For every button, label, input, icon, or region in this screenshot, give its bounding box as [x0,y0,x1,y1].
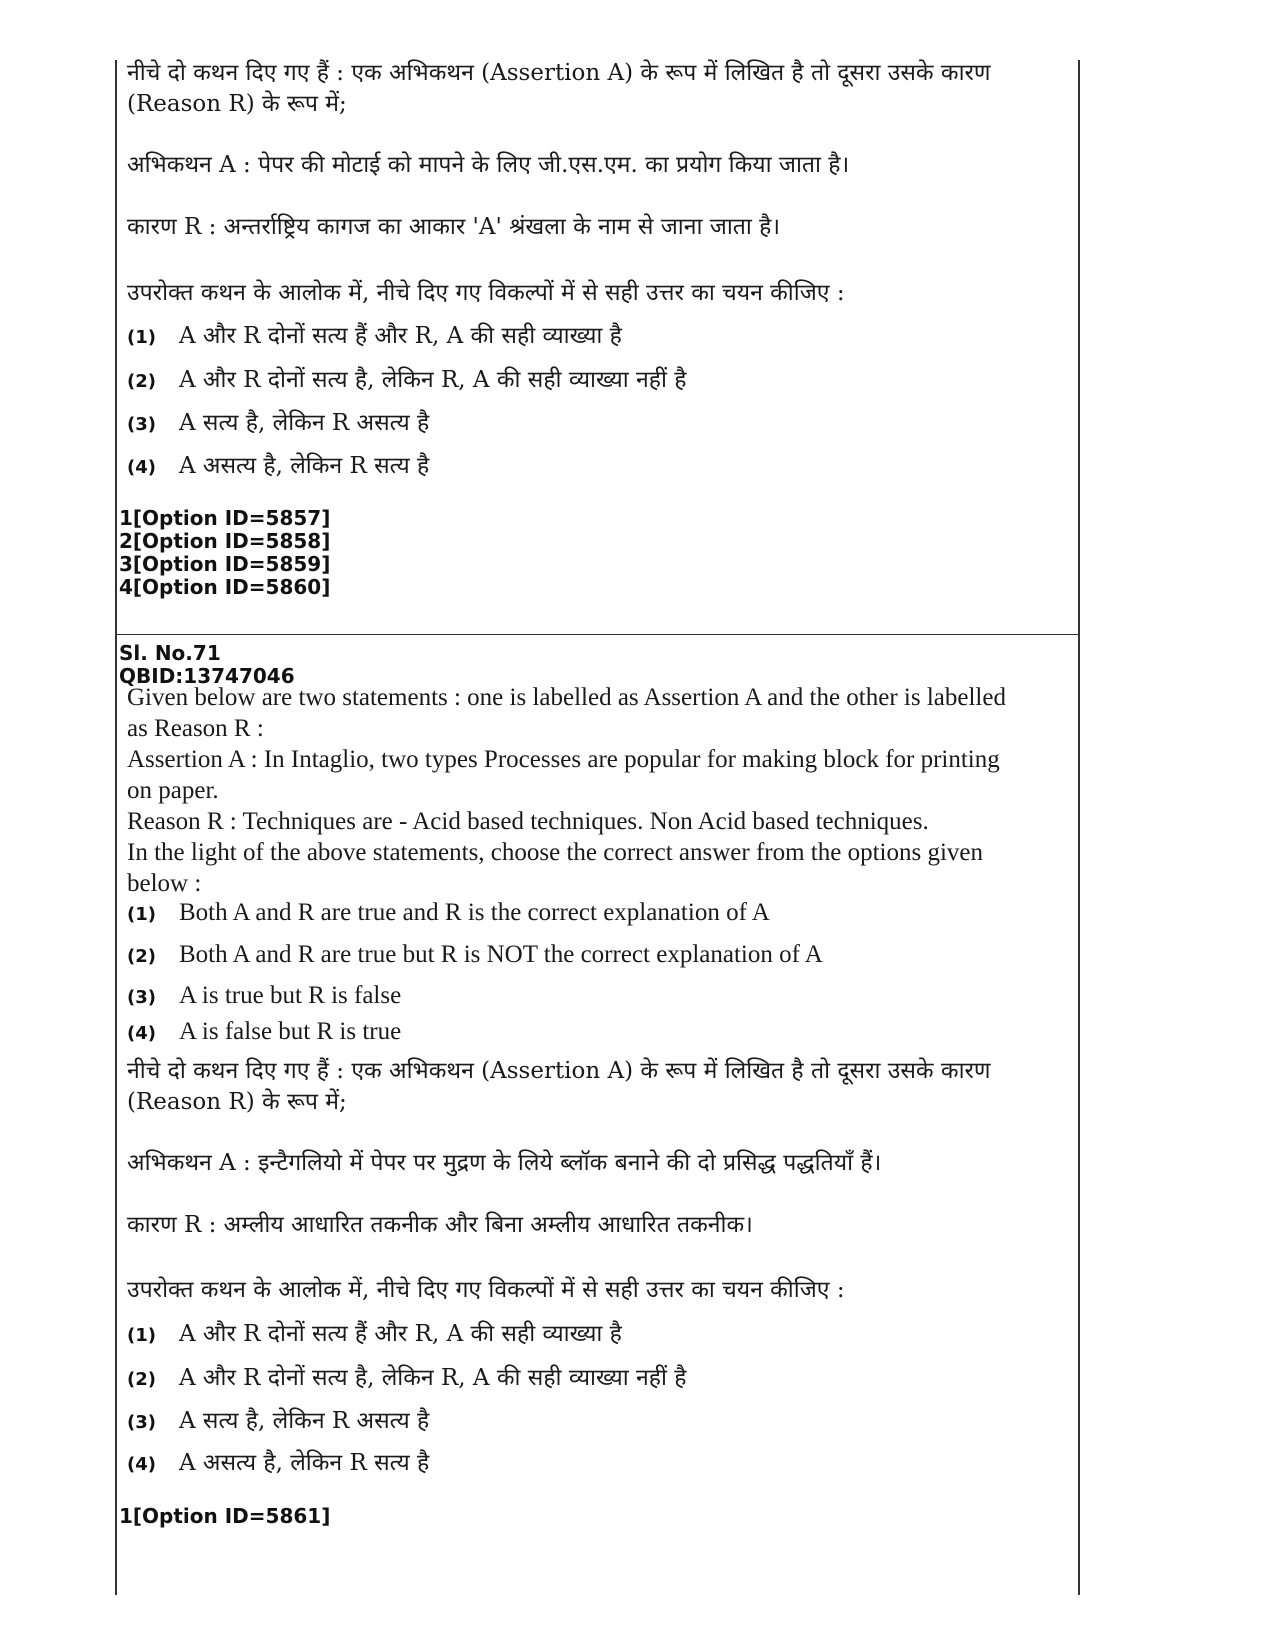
q70-option-4-number: (4) [127,457,156,478]
q70-option-1-number: (1) [127,327,156,348]
q70-option-id-3: 3[Option ID=5859] [119,552,331,576]
q71-english-reason: Reason R : Techniques are - Acid based techniques. Non Acid based techniques. [127,808,929,835]
q71-hindi-option-3 [127,1403,429,1435]
q71-hindi-option-1 [127,1316,622,1348]
q71-hindi-option-3-text: A सत्य है, लेकिन R असत्य है [179,1408,430,1434]
question-70-hindi-block [117,60,1078,635]
q70-hindi-intro: नीचे दो कथन दिए गए हैं : एक अभिकथन (Assertion A) के रूप में लिखित है तो दूसरा उसके कारण (Reason R) के रूप में; [127,60,991,117]
q70-option-id-2: 2[Option ID=5858] [119,529,331,553]
q70-option-3-number: (3) [127,414,156,435]
q71-english-option-4 [127,1018,401,1046]
q71-english-option-3-text: A is true but R is false [179,982,402,1009]
q71-hindi-reason: कारण R : अम्लीय आधारित तकनीक और बिना अम्लीय आधारित तकनीक। [127,1212,753,1238]
q71-english-intro: Given below are two statements : one is labelled as Assertion A and the other is labelled as Reason R : [127,684,1006,742]
q71-english-option-1-number: (1) [127,904,156,925]
q71-english-option-3 [127,982,401,1010]
q70-option-2 [127,362,687,394]
q71-english-body [127,682,1007,899]
q70-option-3 [127,405,429,437]
q70-hindi-reason: कारण R : अन्तर्राष्ट्रिय कागज का आकार 'A' श्रंखला के नाम से जाना जाता है। [127,214,781,240]
q71-english-option-1-text: Both A and R are true and R is the correct explanation of A [179,899,770,926]
q71-option-id-1: 1[Option ID=5861] [119,1504,331,1528]
q70-option-id-1: 1[Option ID=5857] [119,506,331,530]
q71-hindi-option-4 [127,1445,429,1477]
q70-option-3-text: A सत्य है, लेकिन R असत्य है [179,410,430,436]
q71-hindi-option-1-text: A और R दोनों सत्य हैं और R, A की सही व्याख्या है [179,1321,622,1347]
q71-english-option-2 [127,941,823,969]
q71-hindi-assertion: अभिकथन A : इन्टैगलियो में पेपर पर मुद्रण के लिये ब्लॉक बनाने की दो प्रसिद्ध पद्धतियाँ हैं। [127,1150,882,1176]
q71-hindi-instruction: उपरोक्त कथन के आलोक में, नीचे दिए गए विकल्पों में से सही उत्तर का चयन कीजिए : [127,1277,845,1303]
q71-hindi-option-2-text: A और R दोनों सत्य है, लेकिन R, A की सही व्याख्या नहीं है [179,1365,687,1391]
q71-hindi-option-3-number: (3) [127,1412,156,1433]
q70-hindi-assertion: अभिकथन A : पेपर की मोटाई को मापने के लिए जी.एस.एम. का प्रयोग किया जाता है। [127,152,850,178]
q71-hindi-intro: नीचे दो कथन दिए गए हैं : एक अभिकथन (Assertion A) के रूप में लिखित है तो दूसरा उसके कारण (Reason R) के रूप में; [127,1058,991,1115]
q70-option-4 [127,448,429,480]
q70-option-1-text: A और R दोनों सत्य हैं और R, A की सही व्याख्या है [179,323,622,349]
q71-english-option-2-text: Both A and R are true but R is NOT the correct explanation of A [179,941,823,968]
q70-hindi-instruction: उपरोक्त कथन के आलोक में, नीचे दिए गए विकल्पों में से सही उत्तर का चयन कीजिए : [127,280,845,306]
question-bank-id: QBID:13747046 [119,664,295,688]
question-page-frame [115,60,1080,1595]
q71-hindi-option-2-number: (2) [127,1369,156,1390]
q70-option-2-number: (2) [127,371,156,392]
q71-english-instruction: In the light of the above statements, choose the correct answer from the options given below : [127,839,983,897]
q71-english-option-4-text: A is false but R is true [179,1018,402,1045]
q71-english-option-1 [127,899,770,927]
q70-option-1 [127,318,622,350]
serial-number: Sl. No.71 [119,641,221,665]
q70-option-id-4: 4[Option ID=5860] [119,575,331,599]
q71-hindi-option-1-number: (1) [127,1325,156,1346]
q71-english-assertion: Assertion A : In Intaglio, two types Processes are popular for making block for printing on paper. [127,746,1000,804]
q71-hindi-option-4-text: A असत्य है, लेकिन R सत्य है [179,1450,430,1476]
q71-english-option-4-number: (4) [127,1023,156,1044]
q71-hindi-option-4-number: (4) [127,1454,156,1475]
question-71-block [117,638,1078,1595]
q70-option-4-text: A असत्य है, लेकिन R सत्य है [179,453,430,479]
q70-option-2-text: A और R दोनों सत्य है, लेकिन R, A की सही व्याख्या नहीं है [179,367,687,393]
q71-hindi-option-2 [127,1360,687,1392]
q71-english-option-2-number: (2) [127,946,156,967]
q71-english-option-3-number: (3) [127,987,156,1008]
